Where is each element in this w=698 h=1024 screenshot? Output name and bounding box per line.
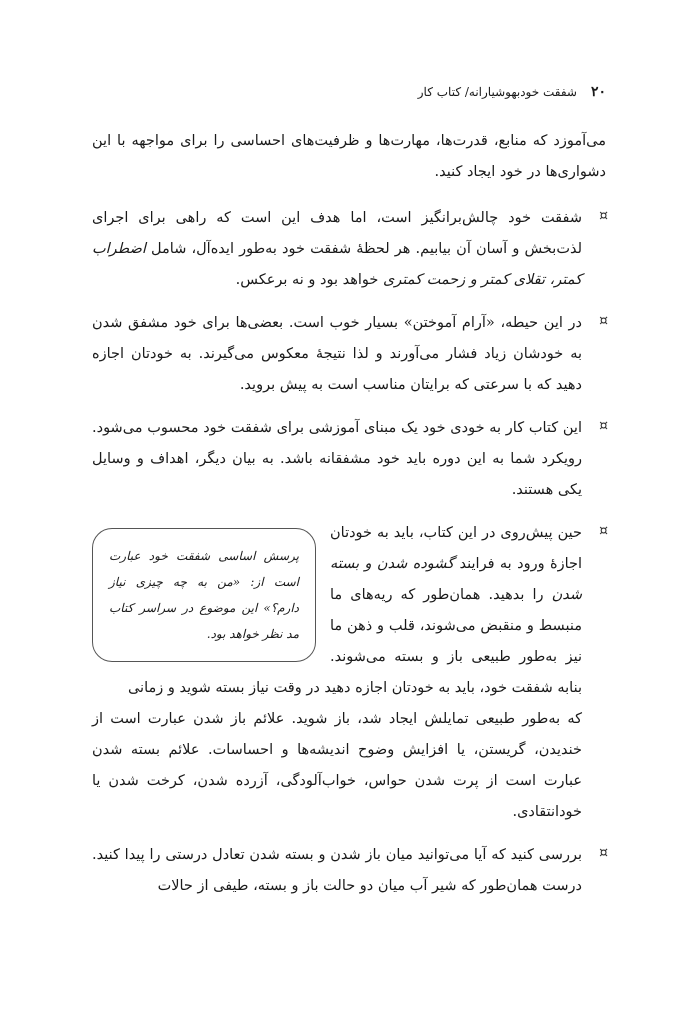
intro-paragraph: می‌آموزد که منابع، قدرت‌ها، مهارت‌ها و ظرفیت‌های احساسی را برای مواجهه با این دشواری‌ها در خود ایجاد کنید. (92, 133, 606, 180)
list-item-text (92, 203, 582, 296)
list-item (92, 518, 606, 828)
book-page (92, 84, 606, 902)
text-run: را بدهید. همان‌طور که ریه‌های ما منبسط و منقبض می‌شوند، قلب و ذهن ما نیز به‌طور طبیعی باز و بسته می‌شوند. بنابه شفقت خود، باید به خودتان اجازه دهید در وقت نیاز بسته شوید و زمانی (127, 586, 582, 696)
bullet-icon: ¤ (599, 207, 608, 224)
running-header (80, 84, 606, 100)
bullet-icon: ¤ (599, 312, 608, 329)
list-item-text: این کتاب کار به خودی خود یک مبنای آموزشی برای شفقت خود محسوب می‌شود. رویکرد شما به این دوره باید خود مشفقانه باشد. به بیان دیگر، اهداف و وسایل یکی هستند. (92, 419, 582, 498)
bullet-icon: ¤ (599, 417, 608, 434)
pull-quote-box: پرسش اساسی شفقت خود عبارت است از: «من به چه چیزی نیاز دارم؟» این موضوع در سراسر کتاب مد نظر خواهد بود. (92, 528, 316, 662)
list-item-text: بررسی کنید که آیا می‌توانید میان باز شدن و بسته شدن تعادل درستی را پیدا کنید. درست همان‌طور که شیر آب میان دو حالت باز و بسته، طیفی از حالات (92, 846, 582, 894)
bullet-icon: ¤ (599, 522, 608, 539)
list-item-continuation: که به‌طور طبیعی تمایلش ایجاد شد، باز شوید. علائم باز شدن عبارت است از خندیدن، گریستن، یا افزایش وضوح اندیشه‌ها و احساسات. علائم بسته شدن عبارت است از پرت شدن حواس، خواب‌آلودگی، آزرده شدن، کرخت شدن یا خودانتقادی. (92, 710, 582, 820)
page-number: ۲۰ (590, 84, 606, 100)
italic-phrase: گشوده شدن و بسته شدن (330, 555, 582, 603)
list-item (92, 308, 606, 401)
text-run: شفقت خود چالش‌برانگیز است، اما هدف این است که راهی برای اجرای لذت‌بخش و آسان آن بیابیم. هر لحظهٔ شفقت خود به‌طور ایده‌آل، شامل (92, 209, 582, 257)
text-run: حین پیش‌روی در این کتاب، باید به خودتان اجازهٔ ورود به فرایند (330, 524, 582, 572)
list-item-text: در این حیطه، «آرام آموختن» بسیار خوب است. بعضی‌ها برای خود مشفق شدن به خودشان زیاد فشار می‌آورند و لذا نتیجهٔ معکوس می‌گیرند. به خودتان اجازه دهید که با سرعتی که برایتان مناسب است به پیش بروید. (92, 314, 582, 393)
list-item (92, 413, 606, 506)
bullet-icon: ¤ (599, 844, 608, 861)
list-item (92, 203, 606, 296)
running-title: شفقت خودبهوشیارانه/ کتاب کار (417, 85, 577, 99)
list-item-text (92, 518, 582, 704)
text-run: خواهد بود و نه برعکس. (235, 271, 383, 288)
italic-phrase: اضطراب کمتر، تقلای کمتر و زحمت کمتری (92, 240, 582, 288)
list-item (92, 840, 606, 902)
